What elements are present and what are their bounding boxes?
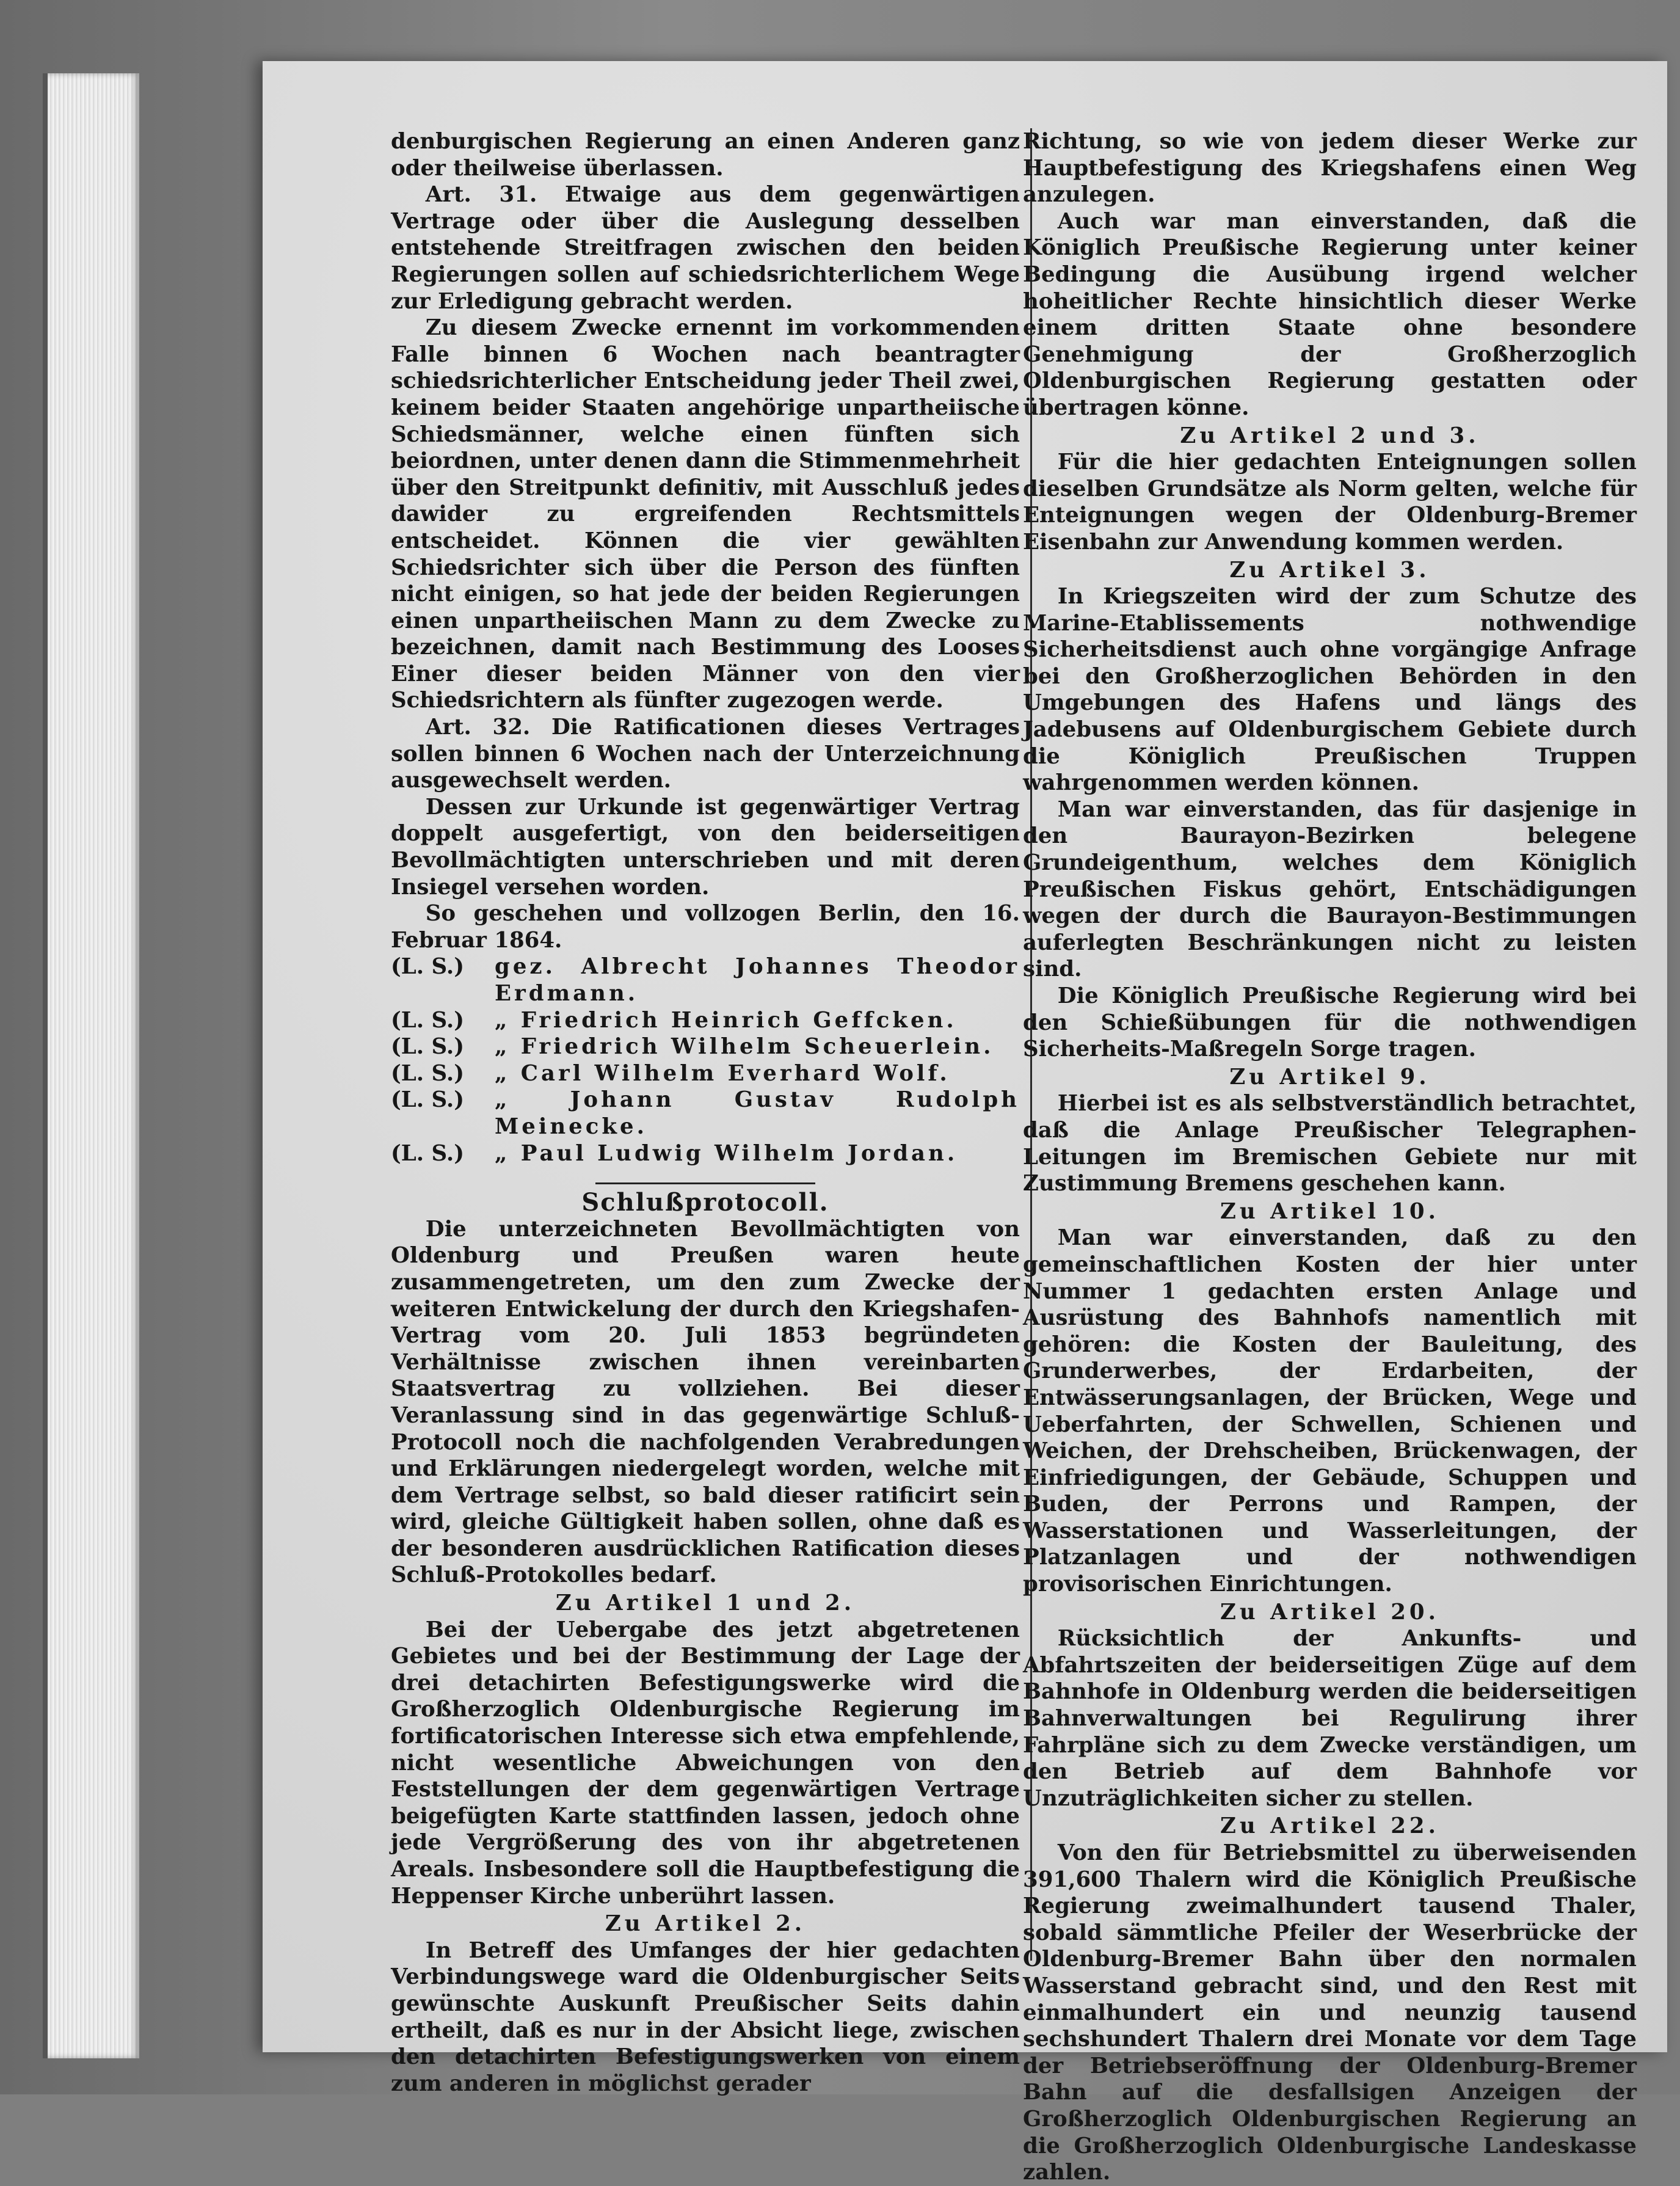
article-heading: Zu Artikel 2. [605, 1911, 806, 1937]
paragraph: Von den für Betriebsmittel zu überweisenden 391,600 Thalern wird die Königlich Preußische Regierung zweimalhundert tausend Thaler, sobald sämmtliche Pfeiler der Weserbrücke der Oldenburg-Bremer Bahn über den normalen Wasserstand gebracht sind, und den Rest mit einmalhundert ein und neunzig tausend sechshundert Thalern drei Monate vor dem Tage der Betriebseröffnung der Oldenburg-Bremer Bahn auf die desfallsigen Anzeigen der Großherzoglich Oldenburgischen Regierung an die Großherzoglich Oldenburgische Landeskasse zahlen. [1023, 1840, 1637, 2185]
signatory-name: „ Friedrich Heinrich Geffcken. [495, 1007, 957, 1033]
paragraph: Für die hier gedachten Enteignungen sollen dieselben Grundsätze als Norm gelten, welche für Enteignungen wegen der Oldenburg-Bremer Eisenbahn zur Anwendung kommen werden. [1023, 450, 1637, 555]
signatory-name: „ Johann Gustav Rudolph Meinecke. [495, 1087, 1020, 1139]
seal-mark: (L. S.) [391, 1034, 465, 1060]
seal-mark: (L. S.) [391, 1007, 465, 1033]
paragraph: In Kriegszeiten wird der zum Schutze des Marine-Etablissements nothwendige Sicherheitsdienst auch ohne vorgängige Anfrage bei den Großherzoglichen Behörden in den Umgebungen des Hafens und längs des Jadebusens auf Oldenburgischem Gebiete durch die Königlich Preußischen Truppen wahrgenommen werden können. [1023, 584, 1637, 796]
paragraph: denburgischen Regierung an einen Anderen ganz oder theilweise überlassen. [391, 129, 1020, 181]
article-heading: Zu Artikel 22. [1220, 1813, 1439, 1839]
signatory-name: „ Paul Ludwig Wilhelm Jordan. [495, 1140, 958, 1166]
paragraph: Zu diesem Zwecke ernennt im vorkommenden Falle binnen 6 Wochen nach beantragter schiedsrichterlicher Entscheidung jeder Theil zwei, keinem beider Staaten angehörige unpartheiische Schiedsmänner, welche einen fünften sich beiordnen, unter denen dann die Stimmenmehrheit über den Streitpunkt definitiv, mit Ausschluß jedes dawider zu ergreifenden Rechtsmittels entscheidet. Können die vier gewählten Schiedsrichter sich über die Person des fünften nicht einigen, so hat jede der beiden Regierungen einen unpartheiischen Mann zu dem Zwecke zu bezeichnen, damit nach Bestimmung des Looses Einer dieser beiden Männer von den vier Schiedsrichtern als fünfter zugezogen werde. [391, 315, 1020, 713]
section-rule [595, 1182, 815, 1184]
seal-mark: (L. S.) [391, 1087, 465, 1113]
paragraph: Man war einverstanden, das für dasjenige in den Baurayon-Bezirken belegene Grundeigenthum, welches dem Königlich Preußischen Fiskus gehört, Entschädigungen wegen der durch die Baurayon-Bestimmungen auferlegten Beschränkungen nicht zu leisten sind. [1023, 796, 1637, 982]
paragraph: In Betreff des Umfanges der hier gedachten Verbindungswege ward die Oldenburgischer Seits gewünschte Auskunft Preußischer Seits dahin ertheilt, daß es nur in der Absicht liege, zwischen den detachirten Befestigungswerken von einem zum anderen in möglichst gerader [391, 1937, 1020, 2096]
paragraph: Auch war man einverstanden, daß die Königlich Preußische Regierung unter keiner Bedingung die Ausübung irgend welcher hoheitlicher Rechte hinsichtlich dieser Werke einem dritten Staate ohne besondere Genehmigung der Großherzoglich Oldenburgischen Regierung gestatten oder übertragen könne. [1023, 208, 1637, 420]
article-heading: Zu Artikel 9. [1229, 1064, 1430, 1090]
article-heading: Zu Artikel 1 und 2. [555, 1590, 856, 1616]
signature-line [391, 1007, 1020, 1034]
paragraph: Bei der Uebergabe des jetzt abgetretenen Gebietes und bei der Bestimmung der Lage der drei detachirten Befestigungswerke wird die Großherzoglich Oldenburgische Regierung im fortificatorischen Interesse sich etwa empfehlende, nicht wesentliche Abweichungen von den Feststellungen der dem gegenwärtigen Vertrage beigefügten Karte stattfinden lassen, jedoch ohne jede Vergrößerung des von ihr abgetretenen Areals. Insbesondere soll die Hauptbefestigung die Heppenser Kirche unberührt lassen. [391, 1617, 1020, 1909]
paragraph: Rücksichtlich der Ankunfts- und Abfahrtszeiten der beiderseitigen Züge auf dem Bahnhofe in Oldenburg werden die beiderseitigen Bahnverwaltungen bei Regulirung ihrer Fahrpläne sich zu dem Zwecke verständigen, um den Betrieb auf dem Bahnhofe vor Unzuträglichkeiten sicher zu stellen. [1023, 1626, 1637, 1811]
book-page-edges [43, 73, 139, 2058]
signatory-name: „ Friedrich Wilhelm Scheuerlein. [495, 1034, 994, 1060]
left-text-column [391, 128, 1020, 2097]
signature-line [391, 1087, 1020, 1140]
article-heading: Zu Artikel 2 und 3. [1180, 423, 1480, 448]
seal-mark: (L. S.) [391, 1140, 465, 1166]
signatory-name: gez. Albrecht Johannes Theodor Erdmann. [495, 954, 1020, 1006]
paragraph: So geschehen und vollzogen Berlin, den 16. Februar 1864. [391, 901, 1020, 953]
signature-line [391, 1140, 1020, 1167]
paragraph: Die Königlich Preußische Regierung wird bei den Schießübungen für die nothwendigen Sicherheits-Maßregeln Sorge tragen. [1023, 983, 1637, 1062]
signature-line [391, 1060, 1020, 1087]
seal-mark: (L. S.) [391, 1060, 465, 1086]
paragraph: Dessen zur Urkunde ist gegenwärtiger Vertrag doppelt ausgefertigt, von den beiderseitigen Bevollmächtigten unterschrieben und mit deren Insiegel versehen worden. [391, 794, 1020, 900]
article-heading: Zu Artikel 20. [1220, 1599, 1439, 1625]
right-text-column [1023, 128, 1637, 2186]
paragraph: Die unterzeichneten Bevollmächtigten von Oldenburg und Preußen waren heute zusammengetreten, um den zum Zwecke der weiteren Entwickelung der durch den Kriegshafen-Vertrag vom 20. Juli 1853 begründeten Verhältnisse zwischen ihnen vereinbarten Staatsvertrag zu vollziehen. Bei dieser Veranlassung sind in das gegenwärtige Schluß-Protocoll noch die nachfolgenden Verabredungen und Erklärungen niedergelegt worden, welche mit dem Vertrage selbst, so bald dieser ratificirt sein wird, gleiche Gültigkeit haben sollen, ohne daß es der besonderen ausdrücklichen Ratification dieses Schluß-Protokolles bedarf. [391, 1216, 1020, 1588]
signatory-name: „ Carl Wilhelm Everhard Wolf. [495, 1060, 950, 1086]
signature-line [391, 1033, 1020, 1060]
article-heading: Zu Artikel 3. [1229, 557, 1430, 583]
section-title: Schlußprotocoll. [581, 1188, 829, 1217]
signature-line [391, 953, 1020, 1007]
paragraph: Man war einverstanden, daß zu den gemeinschaftlichen Kosten der hier unter Nummer 1 gedachten ersten Anlage und Ausrüstung des Bahnhofs namentlich mit gehören: die Kosten der Bauleitung, des Grunderwerbes, der Erdarbeiten, der Entwässerungsanlagen, der Brücken, Wege und Ueberfahrten, der Schwellen, Schienen und Weichen, der Drehscheiben, Brückenwagen, der Einfriedigungen, der Gebäude, Schuppen und Buden, der Perrons und Rampen, der Wasserstationen und Wasserleitungen, der Platzanlagen und der nothwendigen provisorischen Einrichtungen. [1023, 1225, 1637, 1597]
paragraph: Richtung, so wie von jedem dieser Werke zur Hauptbefestigung des Kriegshafens einen Weg anzulegen. [1023, 129, 1637, 208]
seal-mark: (L. S.) [391, 954, 465, 980]
paragraph: Art. 31. Etwaige aus dem gegenwärtigen Vertrage oder über die Auslegung desselben entstehende Streitfragen zwischen den beiden Regierungen sollen auf schiedsrichterlichem Wege zur Erledigung gebracht werden. [391, 182, 1020, 314]
paragraph: Art. 32. Die Ratificationen dieses Vertrages sollen binnen 6 Wochen nach der Unterzeichnung ausgewechselt werden. [391, 715, 1020, 793]
paragraph: Hierbei ist es als selbstverständlich betrachtet, daß die Anlage Preußischer Telegraphen-Leitungen im Bremischen Gebiete nur mit Zustimmung Bremens geschehen kann. [1023, 1091, 1637, 1197]
article-heading: Zu Artikel 10. [1220, 1198, 1439, 1224]
